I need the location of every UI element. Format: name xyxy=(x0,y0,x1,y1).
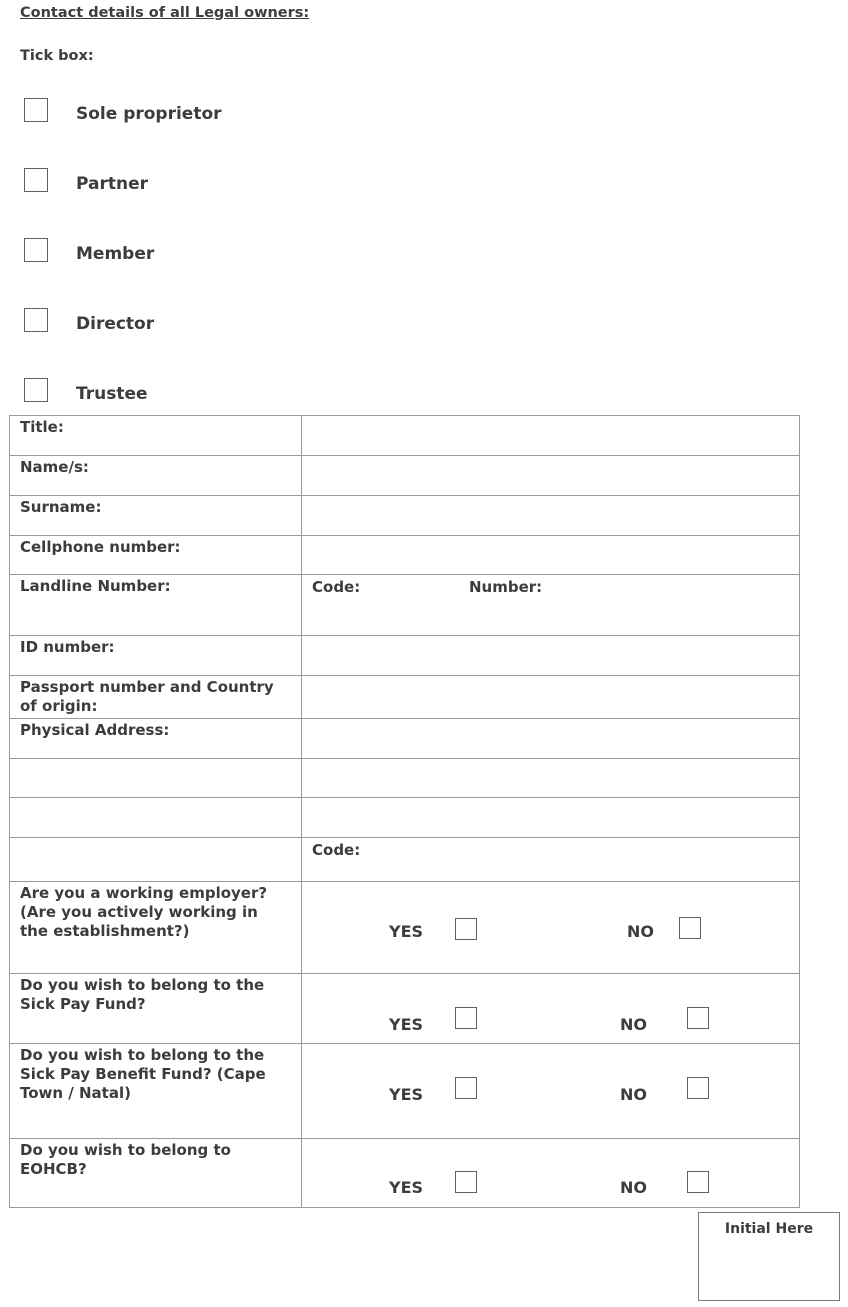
table-row xyxy=(10,759,800,798)
table-row xyxy=(10,456,800,496)
sick-pay-fund-answer xyxy=(302,974,800,1044)
table-row xyxy=(10,1139,800,1208)
yes-checkbox[interactable] xyxy=(455,918,477,940)
checkbox[interactable] xyxy=(24,378,48,402)
address-code-blank xyxy=(10,838,302,882)
no-checkbox[interactable] xyxy=(679,917,701,939)
form-heading: Contact details of all Legal owners: xyxy=(20,5,310,21)
address-code-field[interactable] xyxy=(302,838,800,882)
landline-code-label: Code: xyxy=(312,578,361,596)
table-row xyxy=(10,536,800,575)
table-row xyxy=(10,636,800,676)
table-row xyxy=(10,719,800,759)
option-label: Director xyxy=(76,314,155,334)
id-number-label: ID number: xyxy=(10,636,302,676)
id-number-field[interactable] xyxy=(302,636,800,676)
yes-label: YES xyxy=(389,922,424,941)
initial-here-box[interactable] xyxy=(698,1212,840,1301)
table-row xyxy=(10,838,800,882)
passport-field[interactable] xyxy=(302,676,800,719)
yes-label: YES xyxy=(389,1015,424,1034)
option-label: Trustee xyxy=(76,384,148,404)
landline-label: Landline Number: xyxy=(10,575,302,636)
surname-field[interactable] xyxy=(302,496,800,536)
table-row xyxy=(10,676,800,719)
table-row xyxy=(10,416,800,456)
option-label: Partner xyxy=(76,174,149,194)
tick-box-label: Tick box: xyxy=(20,48,94,64)
checkbox[interactable] xyxy=(24,238,48,262)
surname-label: Surname: xyxy=(10,496,302,536)
initial-here-label: Initial Here xyxy=(724,1221,814,1237)
working-employer-answer xyxy=(302,882,800,974)
sick-pay-benefit-fund-answer xyxy=(302,1044,800,1139)
checkbox[interactable] xyxy=(24,168,48,192)
title-field[interactable] xyxy=(302,416,800,456)
title-label: Title: xyxy=(10,416,302,456)
working-employer-question: Are you a working employer? (Are you actively working in the establishment?) xyxy=(10,882,302,974)
table-row xyxy=(10,798,800,838)
address-line-2[interactable] xyxy=(302,759,800,798)
no-label: NO xyxy=(620,1085,647,1104)
cellphone-label: Cellphone number: xyxy=(10,536,302,575)
eohcb-answer xyxy=(302,1139,800,1208)
eohcb-question: Do you wish to belong to EOHCB? xyxy=(10,1139,302,1208)
checkbox[interactable] xyxy=(24,98,48,122)
address-line-3-label xyxy=(10,798,302,838)
address-line-1[interactable] xyxy=(302,719,800,759)
owner-details-table xyxy=(9,415,800,1208)
table-row xyxy=(10,974,800,1044)
landline-field[interactable] xyxy=(302,575,800,636)
no-label: NO xyxy=(620,1178,647,1197)
table-row xyxy=(10,575,800,636)
no-label: NO xyxy=(627,922,654,941)
table-row xyxy=(10,1044,800,1139)
address-line-2-label xyxy=(10,759,302,798)
names-field[interactable] xyxy=(302,456,800,496)
yes-checkbox[interactable] xyxy=(455,1171,477,1193)
no-checkbox[interactable] xyxy=(687,1171,709,1193)
checkbox[interactable] xyxy=(24,308,48,332)
passport-label: Passport number and Country of origin: xyxy=(10,676,302,719)
names-label: Name/s: xyxy=(10,456,302,496)
option-label: Member xyxy=(76,244,155,264)
address-line-3[interactable] xyxy=(302,798,800,838)
sick-pay-benefit-fund-question: Do you wish to belong to the Sick Pay Benefit Fund? (Cape Town / Natal) xyxy=(10,1044,302,1139)
landline-number-label: Number: xyxy=(469,578,543,596)
no-label: NO xyxy=(620,1015,647,1034)
physical-address-label: Physical Address: xyxy=(10,719,302,759)
yes-checkbox[interactable] xyxy=(455,1077,477,1099)
option-label: Sole proprietor xyxy=(76,104,222,124)
address-code-label: Code: xyxy=(312,841,361,859)
no-checkbox[interactable] xyxy=(687,1007,709,1029)
table-row xyxy=(10,496,800,536)
yes-label: YES xyxy=(389,1085,424,1104)
sick-pay-fund-question: Do you wish to belong to the Sick Pay Fund? xyxy=(10,974,302,1044)
yes-label: YES xyxy=(389,1178,424,1197)
table-row xyxy=(10,882,800,974)
yes-checkbox[interactable] xyxy=(455,1007,477,1029)
no-checkbox[interactable] xyxy=(687,1077,709,1099)
cellphone-field[interactable] xyxy=(302,536,800,575)
